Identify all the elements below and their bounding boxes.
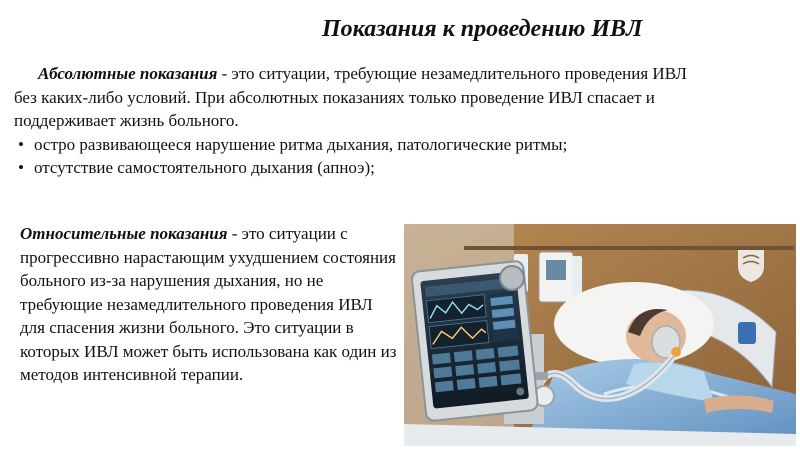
relative-indications-term: Относительные показания [20,224,228,243]
list-item: • остро развивающееся нарушение ритма дыхания, патологические ритмы; [14,133,694,157]
absolute-indications-paragraph [14,62,694,133]
absolute-indications-section [14,62,694,180]
absolute-indications-text: - это ситуации, требующие незамедлительного проведения ИВЛ без каких-либо условий. При абсолютных показаниях только проведение ИВЛ спасает и поддерживает жизнь больного. [14,64,687,130]
relative-indications-text: - это ситуации с прогрессивно нарастающим ухудшением состояния больного из-за нарушения дыхания, но не требующие незамедлительного проведения ИВЛ для спасения жизни больного. Это ситуации в которых ИВЛ может быть использована как один из методов интенсивной терапии. [20,224,397,384]
relative-indications-paragraph [20,222,400,387]
slide-title: Показания к проведению ИВЛ [322,16,643,42]
absolute-indications-term: Абсолютные показания [38,64,218,83]
relative-indications-section [20,222,400,387]
list-item: • отсутствие самостоятельного дыхания (апноэ); [14,156,694,180]
ventilator-patient-photo [404,224,796,446]
absolute-indications-list [14,133,694,180]
